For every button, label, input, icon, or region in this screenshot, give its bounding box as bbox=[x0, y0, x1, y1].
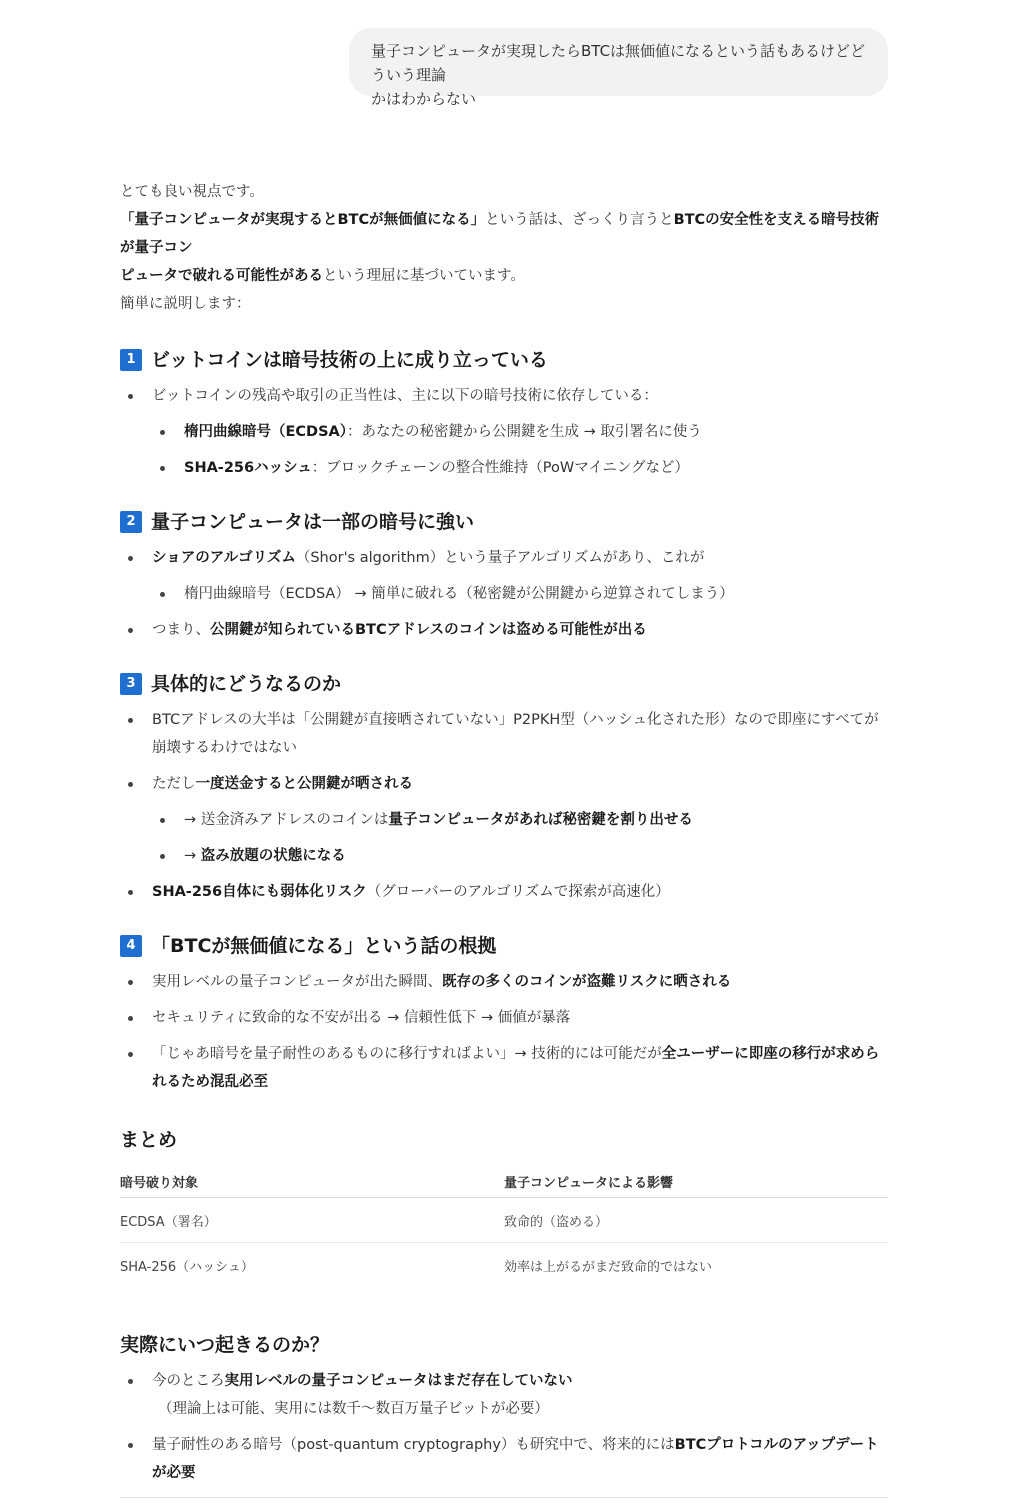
section-heading bbox=[120, 670, 888, 698]
list-item-emphasis: 公開鍵が知られているBTCアドレスのコインは盗める可能性が出る bbox=[210, 622, 647, 638]
when-heading: 実際にいつ起きるのか？ bbox=[120, 1334, 330, 1356]
table-cell: 致命的（盗める） bbox=[504, 1198, 888, 1243]
assistant-response bbox=[120, 178, 888, 1487]
user-message-line: 量子コンピュータが実現したらBTCは無価値になるという話もあるけどどういう理論 bbox=[371, 42, 866, 84]
list-item bbox=[120, 1431, 888, 1487]
divider bbox=[120, 1497, 888, 1498]
list-item-text: セキュリティに致命的な不安が出る → 信頼性低下 → 価値が暴落 bbox=[152, 1010, 571, 1026]
intro-emphasis: 「量子コンピュータが実現するとBTCが無価値になる」 bbox=[120, 212, 486, 228]
list-item-emphasis: 盗み放題の状態になる bbox=[200, 848, 346, 864]
list-item bbox=[120, 616, 888, 644]
table-cell: SHA-256（ハッシュ） bbox=[120, 1260, 254, 1275]
list-item bbox=[120, 454, 888, 482]
section-list bbox=[120, 382, 888, 482]
intro-line: とても良い視点です。 bbox=[120, 184, 264, 200]
section-heading bbox=[120, 932, 888, 960]
intro-emphasis: ピュータで破れる可能性がある bbox=[120, 268, 323, 284]
section-title: 「BTCが無価値になる」という話の根拠 bbox=[151, 935, 497, 957]
list-item bbox=[120, 1004, 888, 1032]
list-item-text: つまり、 bbox=[152, 622, 210, 638]
table-cell: 効率は上がるがまだ致命的ではない bbox=[504, 1260, 713, 1275]
table-row bbox=[120, 1198, 888, 1243]
list-item-text: 量子耐性のある暗号（post-quantum cryptography）も研究中で、将来的には bbox=[152, 1437, 675, 1453]
section-list bbox=[120, 706, 888, 906]
section-heading bbox=[120, 508, 888, 536]
table-cell: ECDSA（署名） bbox=[120, 1198, 504, 1243]
intro-text: という理屈に基づいています。 bbox=[323, 268, 525, 284]
list-item-text: ：あなたの秘密鍵から公開鍵を生成 → 取引署名に使う bbox=[347, 424, 702, 440]
section-title: 量子コンピュータは一部の暗号に強い bbox=[151, 511, 475, 533]
list-item-emphasis: 量子コンピュータがあれば秘密鍵を割り出せる bbox=[388, 812, 693, 828]
table-header-row bbox=[120, 1166, 888, 1198]
list-item-text: → bbox=[184, 848, 201, 864]
list-item-note: （理論上は可能、実用には数千〜数百万量子ビットが必要） bbox=[158, 1401, 549, 1417]
list-item-emphasis: 全ユーザーに即座の移行が求められるため混乱必至 bbox=[152, 1046, 880, 1090]
section-number-badge: 1 bbox=[120, 349, 142, 371]
summary-table bbox=[120, 1166, 888, 1287]
list-item bbox=[120, 580, 888, 608]
list-item-text: ビットコインの残高や取引の正当性は、主に以下の暗号技術に依存している： bbox=[152, 388, 658, 404]
when-list bbox=[120, 1367, 888, 1487]
list-item-text: 実用レベルの量子コンピュータが出た瞬間、 bbox=[152, 974, 442, 990]
list-item bbox=[120, 968, 888, 996]
list-item-emphasis: BTCプロトコルのアップデートが必要 bbox=[152, 1437, 879, 1481]
list-item-emphasis: 楕円曲線暗号（ECDSA） bbox=[184, 424, 347, 440]
column-header: 暗号破り対象 bbox=[120, 1166, 504, 1198]
list-item bbox=[120, 706, 888, 762]
section-number-badge: 2 bbox=[120, 511, 142, 533]
list-item-emphasis: SHA-256ハッシュ bbox=[184, 460, 312, 476]
summary-heading: まとめ bbox=[120, 1129, 178, 1151]
list-item bbox=[120, 842, 888, 870]
list-item-text: ただし bbox=[152, 776, 196, 792]
list-item-emphasis: 実用レベルの量子コンピュータはまだ存在していない bbox=[224, 1373, 573, 1389]
section-list bbox=[120, 544, 888, 644]
list-item bbox=[120, 878, 888, 906]
list-item bbox=[120, 1367, 888, 1423]
list-item-text: ：ブロックチェーンの整合性維持（PoWマイニングなど） bbox=[311, 460, 690, 476]
list-item-emphasis: ショアのアルゴリズム bbox=[152, 550, 296, 566]
intro-text: という話は、ざっくり言うと bbox=[485, 212, 674, 228]
table-row bbox=[120, 1243, 888, 1288]
list-item-text: （グローバーのアルゴリズムで探索が高速化） bbox=[366, 884, 670, 900]
list-item bbox=[120, 770, 888, 798]
list-item-text: 「じゃあ暗号を量子耐性のあるものに移行すればよい」→ 技術的には可能だが bbox=[152, 1046, 662, 1062]
section-heading bbox=[120, 346, 888, 374]
list-item-text: BTCアドレスの大半は「公開鍵が直接晒されていない」P2PKH型（ハッシュ化された形）なので即座にすべてが崩壊するわけではない bbox=[152, 712, 879, 756]
list-item bbox=[120, 806, 888, 834]
column-header: 量子コンピュータによる影響 bbox=[504, 1166, 888, 1198]
list-item-emphasis: 一度送金すると公開鍵が晒される bbox=[195, 776, 413, 792]
list-item bbox=[120, 382, 888, 410]
intro-line: 簡単に説明します： bbox=[120, 296, 251, 312]
list-item-emphasis: SHA-256自体にも弱体化リスク bbox=[152, 884, 367, 900]
intro-emphasis: BTCの安全性を支える暗号技術が量子コン bbox=[120, 212, 880, 256]
section-number-badge: 3 bbox=[120, 673, 142, 695]
section-title: 具体的にどうなるのか bbox=[151, 673, 342, 695]
user-message-bubble bbox=[349, 28, 888, 108]
response-intro bbox=[120, 178, 888, 318]
list-item bbox=[120, 418, 888, 446]
section-list bbox=[120, 968, 888, 1096]
section-number-badge: 4 bbox=[120, 935, 142, 957]
list-item-text: → 送金済みアドレスのコインは bbox=[184, 812, 389, 828]
user-message-line: かはわからない bbox=[371, 90, 477, 108]
list-item-emphasis: 既存の多くのコインが盗難リスクに晒される bbox=[442, 974, 732, 990]
list-item bbox=[120, 1040, 888, 1096]
list-item-text: 楕円曲線暗号（ECDSA） → 簡単に破れる（秘密鍵が公開鍵から逆算されてしまう） bbox=[184, 586, 734, 602]
list-item-text: 今のところ bbox=[152, 1373, 225, 1389]
intro-paragraph bbox=[120, 206, 888, 290]
list-item bbox=[120, 544, 888, 572]
list-item-text: （Shor's algorithm）という量子アルゴリズムがあり、これが bbox=[295, 550, 705, 566]
section-title: ビットコインは暗号技術の上に成り立っている bbox=[151, 349, 548, 371]
